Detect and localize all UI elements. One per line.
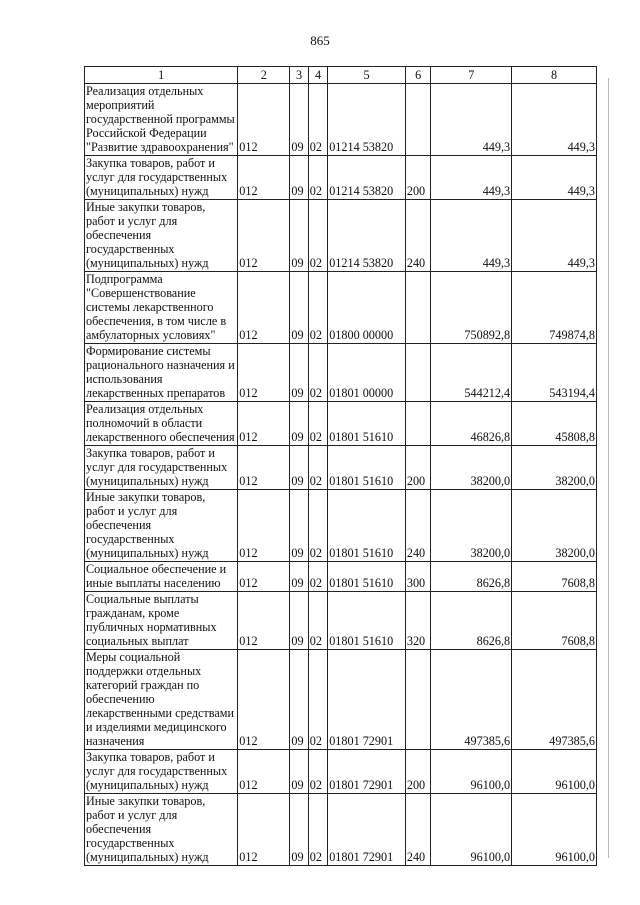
expense-type-cell xyxy=(405,84,431,156)
section-code-cell: 09 xyxy=(290,794,308,866)
section-code-cell: 09 xyxy=(290,156,308,200)
ministry-code-cell: 012 xyxy=(238,272,290,344)
subsection-code-cell: 02 xyxy=(308,200,327,272)
amount-year2-cell: 749874,8 xyxy=(512,272,597,344)
section-code-cell: 09 xyxy=(290,562,308,592)
amount-year2-cell: 449,3 xyxy=(512,156,597,200)
section-code-cell: 09 xyxy=(290,490,308,562)
target-article-cell: 01801 00000 xyxy=(328,344,406,402)
amount-year2-cell: 96100,0 xyxy=(512,750,597,794)
column-header: 6 xyxy=(405,67,431,84)
amount-year2-cell: 45808,8 xyxy=(512,402,597,446)
row-name-cell: Реализация отдельных полномочий в области лекарственного обеспечения xyxy=(85,402,238,446)
page-number: 865 xyxy=(310,33,330,48)
target-article-cell: 01801 51610 xyxy=(328,562,406,592)
header-row xyxy=(85,67,597,84)
ministry-code-cell: 012 xyxy=(238,794,290,866)
ministry-code-cell: 012 xyxy=(238,344,290,402)
column-header: 7 xyxy=(431,67,512,84)
section-code-cell: 09 xyxy=(290,446,308,490)
ministry-code-cell: 012 xyxy=(238,562,290,592)
expense-type-cell xyxy=(405,402,431,446)
subsection-code-cell: 02 xyxy=(308,156,327,200)
expense-type-cell xyxy=(405,344,431,402)
row-name-cell: Закупка товаров, работ и услуг для государственных (муниципальных) нужд xyxy=(85,750,238,794)
subsection-code-cell: 02 xyxy=(308,84,327,156)
expense-type-cell: 200 xyxy=(405,446,431,490)
row-name-cell: Закупка товаров, работ и услуг для государственных (муниципальных) нужд xyxy=(85,446,238,490)
amount-year1-cell: 8626,8 xyxy=(431,562,512,592)
ministry-code-cell: 012 xyxy=(238,490,290,562)
ministry-code-cell: 012 xyxy=(238,156,290,200)
amount-year1-cell: 750892,8 xyxy=(431,272,512,344)
expense-type-cell: 200 xyxy=(405,750,431,794)
amount-year2-cell: 7608,8 xyxy=(512,592,597,650)
table-row xyxy=(85,562,597,592)
row-name-cell: Социальные выплаты гражданам, кроме публичных нормативных социальных выплат xyxy=(85,592,238,650)
amount-year1-cell: 96100,0 xyxy=(431,750,512,794)
subsection-code-cell: 02 xyxy=(308,562,327,592)
column-header: 4 xyxy=(308,67,327,84)
row-name-cell: Закупка товаров, работ и услуг для государственных (муниципальных) нужд xyxy=(85,156,238,200)
amount-year1-cell: 449,3 xyxy=(431,156,512,200)
budget-table xyxy=(84,66,597,866)
amount-year2-cell: 38200,0 xyxy=(512,446,597,490)
expense-type-cell xyxy=(405,272,431,344)
amount-year2-cell: 543194,4 xyxy=(512,344,597,402)
expense-type-cell: 240 xyxy=(405,200,431,272)
ministry-code-cell: 012 xyxy=(238,446,290,490)
table-row xyxy=(85,84,597,156)
target-article-cell: 01801 51610 xyxy=(328,446,406,490)
section-code-cell: 09 xyxy=(290,650,308,750)
amount-year1-cell: 497385,6 xyxy=(431,650,512,750)
section-code-cell: 09 xyxy=(290,402,308,446)
subsection-code-cell: 02 xyxy=(308,344,327,402)
table-row xyxy=(85,200,597,272)
section-code-cell: 09 xyxy=(290,592,308,650)
amount-year1-cell: 544212,4 xyxy=(431,344,512,402)
column-header: 1 xyxy=(85,67,238,84)
row-name-cell: Меры социальной поддержки отдельных категорий граждан по обеспечению лекарственными средствами и изделиями медицинского назначения xyxy=(85,650,238,750)
amount-year2-cell: 7608,8 xyxy=(512,562,597,592)
table-row xyxy=(85,794,597,866)
expense-type-cell: 240 xyxy=(405,794,431,866)
target-article-cell: 01800 00000 xyxy=(328,272,406,344)
row-name-cell: Подпрограмма "Совершенствование системы лекарственного обеспечения, в том числе в амбулаторных условиях" xyxy=(85,272,238,344)
column-header: 3 xyxy=(290,67,308,84)
table-row xyxy=(85,272,597,344)
amount-year2-cell: 38200,0 xyxy=(512,490,597,562)
scan-edge-line xyxy=(608,78,609,858)
ministry-code-cell: 012 xyxy=(238,84,290,156)
row-name-cell: Иные закупки товаров, работ и услуг для обеспечения государственных (муниципальных) нужд xyxy=(85,200,238,272)
row-name-cell: Реализация отдельных мероприятий государственной программы Российской Федерации "Развитие здравоохранения" xyxy=(85,84,238,156)
subsection-code-cell: 02 xyxy=(308,592,327,650)
section-code-cell: 09 xyxy=(290,272,308,344)
target-article-cell: 01801 72901 xyxy=(328,794,406,866)
subsection-code-cell: 02 xyxy=(308,750,327,794)
section-code-cell: 09 xyxy=(290,200,308,272)
table-row xyxy=(85,592,597,650)
amount-year1-cell: 96100,0 xyxy=(431,794,512,866)
column-header: 8 xyxy=(512,67,597,84)
amount-year2-cell: 96100,0 xyxy=(512,794,597,866)
target-article-cell: 01214 53820 xyxy=(328,84,406,156)
table-row xyxy=(85,156,597,200)
subsection-code-cell: 02 xyxy=(308,402,327,446)
subsection-code-cell: 02 xyxy=(308,446,327,490)
ministry-code-cell: 012 xyxy=(238,650,290,750)
target-article-cell: 01801 72901 xyxy=(328,750,406,794)
target-article-cell: 01214 53820 xyxy=(328,156,406,200)
expense-type-cell: 200 xyxy=(405,156,431,200)
table-row xyxy=(85,344,597,402)
target-article-cell: 01801 51610 xyxy=(328,490,406,562)
subsection-code-cell: 02 xyxy=(308,272,327,344)
table-row xyxy=(85,750,597,794)
amount-year2-cell: 449,3 xyxy=(512,200,597,272)
subsection-code-cell: 02 xyxy=(308,490,327,562)
section-code-cell: 09 xyxy=(290,84,308,156)
expense-type-cell xyxy=(405,650,431,750)
ministry-code-cell: 012 xyxy=(238,750,290,794)
amount-year1-cell: 46826,8 xyxy=(431,402,512,446)
subsection-code-cell: 02 xyxy=(308,650,327,750)
target-article-cell: 01801 51610 xyxy=(328,402,406,446)
ministry-code-cell: 012 xyxy=(238,592,290,650)
column-header: 2 xyxy=(238,67,290,84)
row-name-cell: Формирование системы рационального назначения и использования лекарственных препаратов xyxy=(85,344,238,402)
expense-type-cell: 320 xyxy=(405,592,431,650)
amount-year1-cell: 38200,0 xyxy=(431,446,512,490)
expense-type-cell: 240 xyxy=(405,490,431,562)
expense-type-cell: 300 xyxy=(405,562,431,592)
amount-year1-cell: 449,3 xyxy=(431,200,512,272)
target-article-cell: 01214 53820 xyxy=(328,200,406,272)
target-article-cell: 01801 51610 xyxy=(328,592,406,650)
row-name-cell: Социальное обеспечение и иные выплаты населению xyxy=(85,562,238,592)
section-code-cell: 09 xyxy=(290,750,308,794)
amount-year2-cell: 497385,6 xyxy=(512,650,597,750)
amount-year2-cell: 449,3 xyxy=(512,84,597,156)
amount-year1-cell: 449,3 xyxy=(431,84,512,156)
ministry-code-cell: 012 xyxy=(238,402,290,446)
row-name-cell: Иные закупки товаров, работ и услуг для обеспечения государственных (муниципальных) нужд xyxy=(85,490,238,562)
amount-year1-cell: 8626,8 xyxy=(431,592,512,650)
amount-year1-cell: 38200,0 xyxy=(431,490,512,562)
target-article-cell: 01801 72901 xyxy=(328,650,406,750)
subsection-code-cell: 02 xyxy=(308,794,327,866)
table-row xyxy=(85,650,597,750)
table-row xyxy=(85,402,597,446)
row-name-cell: Иные закупки товаров, работ и услуг для обеспечения государственных (муниципальных) нужд xyxy=(85,794,238,866)
ministry-code-cell: 012 xyxy=(238,200,290,272)
table-row xyxy=(85,446,597,490)
table-row xyxy=(85,490,597,562)
column-header: 5 xyxy=(328,67,406,84)
section-code-cell: 09 xyxy=(290,344,308,402)
